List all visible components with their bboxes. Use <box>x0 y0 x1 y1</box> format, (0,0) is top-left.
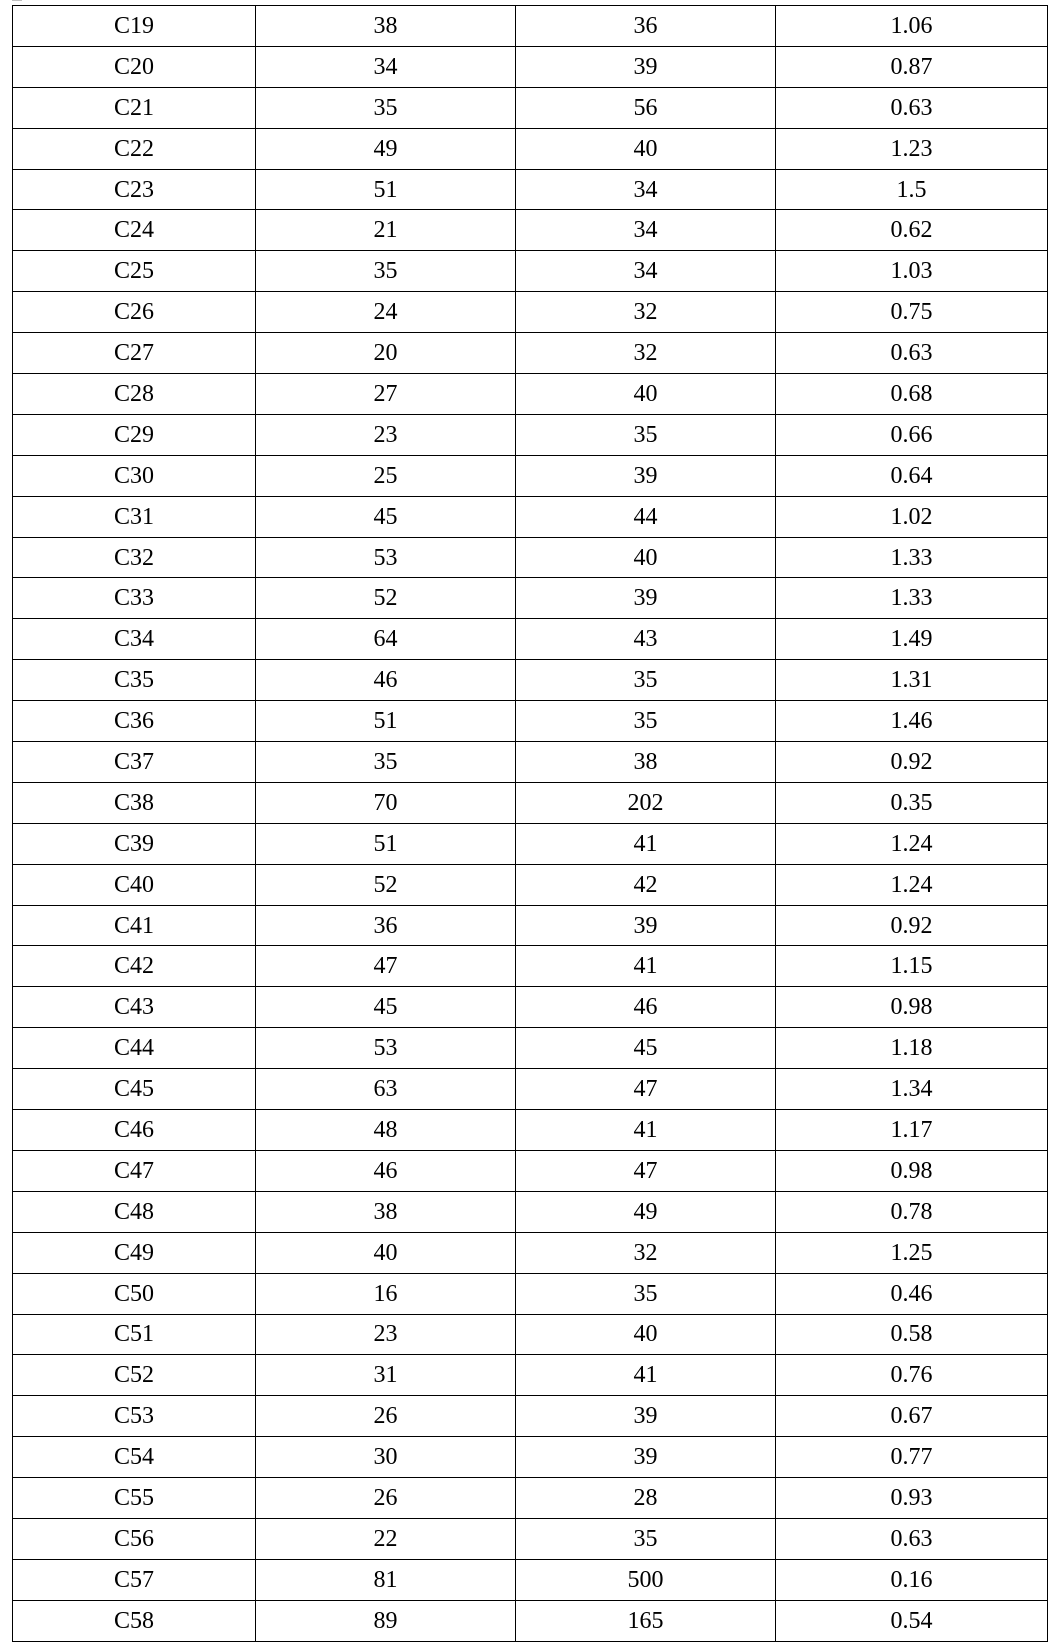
value-b-cell: 43 <box>516 619 776 660</box>
value-a-cell: 35 <box>256 87 516 128</box>
value-a-cell: 53 <box>256 1028 516 1069</box>
row-id-cell: C27 <box>13 333 256 374</box>
table-row <box>13 701 1048 742</box>
ratio-cell: 0.63 <box>776 333 1048 374</box>
value-b-cell: 28 <box>516 1478 776 1519</box>
value-a-cell: 81 <box>256 1559 516 1600</box>
row-id-cell: C39 <box>13 823 256 864</box>
value-a-cell: 70 <box>256 782 516 823</box>
value-a-cell: 64 <box>256 619 516 660</box>
table-row <box>13 1110 1048 1151</box>
value-a-cell: 27 <box>256 374 516 415</box>
row-id-cell: C36 <box>13 701 256 742</box>
table-row <box>13 1396 1048 1437</box>
ratio-cell: 1.15 <box>776 946 1048 987</box>
value-b-cell: 500 <box>516 1559 776 1600</box>
row-id-cell: C52 <box>13 1355 256 1396</box>
ratio-cell: 0.93 <box>776 1478 1048 1519</box>
row-id-cell: C51 <box>13 1314 256 1355</box>
table-row <box>13 1355 1048 1396</box>
value-a-cell: 53 <box>256 537 516 578</box>
row-id-cell: C34 <box>13 619 256 660</box>
value-a-cell: 16 <box>256 1273 516 1314</box>
row-id-cell: C58 <box>13 1600 256 1641</box>
ratio-cell: 0.66 <box>776 414 1048 455</box>
table-row <box>13 210 1048 251</box>
value-a-cell: 38 <box>256 6 516 47</box>
value-b-cell: 49 <box>516 1191 776 1232</box>
table-row <box>13 1559 1048 1600</box>
table-row <box>13 333 1048 374</box>
table-row <box>13 414 1048 455</box>
value-a-cell: 35 <box>256 251 516 292</box>
table-row <box>13 823 1048 864</box>
value-a-cell: 20 <box>256 333 516 374</box>
row-id-cell: C40 <box>13 864 256 905</box>
table-row <box>13 374 1048 415</box>
ratio-cell: 1.33 <box>776 537 1048 578</box>
table-row <box>13 1518 1048 1559</box>
row-id-cell: C29 <box>13 414 256 455</box>
value-a-cell: 47 <box>256 946 516 987</box>
value-b-cell: 46 <box>516 987 776 1028</box>
table-body <box>13 6 1048 1642</box>
ratio-cell: 1.17 <box>776 1110 1048 1151</box>
value-a-cell: 34 <box>256 46 516 87</box>
row-id-cell: C46 <box>13 1110 256 1151</box>
row-id-cell: C43 <box>13 987 256 1028</box>
table-row <box>13 46 1048 87</box>
row-id-cell: C53 <box>13 1396 256 1437</box>
value-a-cell: 89 <box>256 1600 516 1641</box>
value-b-cell: 44 <box>516 496 776 537</box>
ratio-cell: 0.98 <box>776 987 1048 1028</box>
value-a-cell: 26 <box>256 1396 516 1437</box>
table-row <box>13 619 1048 660</box>
value-b-cell: 34 <box>516 169 776 210</box>
row-id-cell: C42 <box>13 946 256 987</box>
row-id-cell: C54 <box>13 1437 256 1478</box>
ratio-cell: 1.31 <box>776 660 1048 701</box>
ratio-cell: 1.34 <box>776 1069 1048 1110</box>
value-a-cell: 36 <box>256 905 516 946</box>
value-b-cell: 34 <box>516 210 776 251</box>
value-b-cell: 39 <box>516 578 776 619</box>
ratio-cell: 1.46 <box>776 701 1048 742</box>
value-b-cell: 39 <box>516 455 776 496</box>
row-id-cell: C25 <box>13 251 256 292</box>
table-row <box>13 455 1048 496</box>
row-id-cell: C33 <box>13 578 256 619</box>
ratio-cell: 0.98 <box>776 1150 1048 1191</box>
row-id-cell: C21 <box>13 87 256 128</box>
table-row <box>13 1232 1048 1273</box>
value-b-cell: 165 <box>516 1600 776 1641</box>
table-row <box>13 1191 1048 1232</box>
table-row <box>13 87 1048 128</box>
ratio-cell: 0.75 <box>776 292 1048 333</box>
ratio-cell: 1.18 <box>776 1028 1048 1069</box>
ratio-cell: 0.92 <box>776 742 1048 783</box>
row-id-cell: C28 <box>13 374 256 415</box>
ratio-cell: 0.67 <box>776 1396 1048 1437</box>
row-id-cell: C23 <box>13 169 256 210</box>
value-a-cell: 24 <box>256 292 516 333</box>
row-id-cell: C31 <box>13 496 256 537</box>
value-a-cell: 45 <box>256 496 516 537</box>
ratio-cell: 0.16 <box>776 1559 1048 1600</box>
ratio-cell: 1.24 <box>776 823 1048 864</box>
value-a-cell: 40 <box>256 1232 516 1273</box>
ratio-cell: 1.23 <box>776 128 1048 169</box>
table-row <box>13 864 1048 905</box>
value-a-cell: 63 <box>256 1069 516 1110</box>
table-row <box>13 128 1048 169</box>
ratio-cell: 1.06 <box>776 6 1048 47</box>
value-b-cell: 202 <box>516 782 776 823</box>
value-b-cell: 47 <box>516 1150 776 1191</box>
value-b-cell: 39 <box>516 905 776 946</box>
value-b-cell: 47 <box>516 1069 776 1110</box>
row-id-cell: C50 <box>13 1273 256 1314</box>
row-id-cell: C24 <box>13 210 256 251</box>
table-row <box>13 742 1048 783</box>
table-row <box>13 1028 1048 1069</box>
ratio-cell: 0.76 <box>776 1355 1048 1396</box>
value-b-cell: 38 <box>516 742 776 783</box>
row-id-cell: C45 <box>13 1069 256 1110</box>
value-a-cell: 51 <box>256 823 516 864</box>
row-id-cell: C56 <box>13 1518 256 1559</box>
ratio-cell: 0.35 <box>776 782 1048 823</box>
value-a-cell: 23 <box>256 1314 516 1355</box>
value-a-cell: 45 <box>256 987 516 1028</box>
row-id-cell: C30 <box>13 455 256 496</box>
value-b-cell: 40 <box>516 1314 776 1355</box>
value-b-cell: 39 <box>516 46 776 87</box>
value-b-cell: 40 <box>516 537 776 578</box>
value-b-cell: 40 <box>516 128 776 169</box>
row-id-cell: C26 <box>13 292 256 333</box>
value-a-cell: 51 <box>256 169 516 210</box>
table-row <box>13 1478 1048 1519</box>
value-b-cell: 41 <box>516 823 776 864</box>
row-id-cell: C55 <box>13 1478 256 1519</box>
ratio-cell: 0.77 <box>776 1437 1048 1478</box>
ratio-cell: 0.58 <box>776 1314 1048 1355</box>
row-id-cell: C48 <box>13 1191 256 1232</box>
value-b-cell: 41 <box>516 946 776 987</box>
value-a-cell: 22 <box>256 1518 516 1559</box>
ratio-cell: 0.64 <box>776 455 1048 496</box>
value-a-cell: 23 <box>256 414 516 455</box>
ratio-cell: 0.62 <box>776 210 1048 251</box>
table-row <box>13 946 1048 987</box>
ratio-cell: 1.33 <box>776 578 1048 619</box>
ratio-cell: 0.46 <box>776 1273 1048 1314</box>
table-row <box>13 1437 1048 1478</box>
row-id-cell: C44 <box>13 1028 256 1069</box>
table-row <box>13 6 1048 47</box>
value-a-cell: 30 <box>256 1437 516 1478</box>
ratio-cell: 0.68 <box>776 374 1048 415</box>
table-row <box>13 292 1048 333</box>
value-b-cell: 32 <box>516 333 776 374</box>
value-a-cell: 49 <box>256 128 516 169</box>
ratio-cell: 1.5 <box>776 169 1048 210</box>
ratio-cell: 1.49 <box>776 619 1048 660</box>
table-row <box>13 1273 1048 1314</box>
row-id-cell: C47 <box>13 1150 256 1191</box>
value-a-cell: 46 <box>256 660 516 701</box>
ratio-cell: 0.63 <box>776 1518 1048 1559</box>
value-b-cell: 32 <box>516 1232 776 1273</box>
value-b-cell: 35 <box>516 660 776 701</box>
value-a-cell: 48 <box>256 1110 516 1151</box>
value-b-cell: 41 <box>516 1110 776 1151</box>
value-b-cell: 35 <box>516 414 776 455</box>
value-a-cell: 35 <box>256 742 516 783</box>
row-id-cell: C41 <box>13 905 256 946</box>
value-a-cell: 38 <box>256 1191 516 1232</box>
value-b-cell: 40 <box>516 374 776 415</box>
data-table <box>12 5 1048 1642</box>
row-id-cell: C35 <box>13 660 256 701</box>
table-row <box>13 537 1048 578</box>
ratio-cell: 0.92 <box>776 905 1048 946</box>
ratio-cell: 1.02 <box>776 496 1048 537</box>
value-a-cell: 21 <box>256 210 516 251</box>
table-row <box>13 578 1048 619</box>
ratio-cell: 0.54 <box>776 1600 1048 1641</box>
ratio-cell: 0.63 <box>776 87 1048 128</box>
value-a-cell: 52 <box>256 864 516 905</box>
corner-mark <box>12 0 22 1</box>
ratio-cell: 1.03 <box>776 251 1048 292</box>
value-b-cell: 35 <box>516 1518 776 1559</box>
row-id-cell: C22 <box>13 128 256 169</box>
row-id-cell: C19 <box>13 6 256 47</box>
value-b-cell: 35 <box>516 701 776 742</box>
value-a-cell: 46 <box>256 1150 516 1191</box>
value-b-cell: 36 <box>516 6 776 47</box>
row-id-cell: C38 <box>13 782 256 823</box>
row-id-cell: C20 <box>13 46 256 87</box>
row-id-cell: C32 <box>13 537 256 578</box>
value-b-cell: 34 <box>516 251 776 292</box>
value-b-cell: 39 <box>516 1437 776 1478</box>
value-a-cell: 51 <box>256 701 516 742</box>
table-row <box>13 1314 1048 1355</box>
table-row <box>13 251 1048 292</box>
value-a-cell: 52 <box>256 578 516 619</box>
value-a-cell: 26 <box>256 1478 516 1519</box>
value-b-cell: 42 <box>516 864 776 905</box>
table-row <box>13 987 1048 1028</box>
row-id-cell: C57 <box>13 1559 256 1600</box>
ratio-cell: 1.24 <box>776 864 1048 905</box>
value-a-cell: 31 <box>256 1355 516 1396</box>
table-row <box>13 169 1048 210</box>
ratio-cell: 0.87 <box>776 46 1048 87</box>
table-row <box>13 1150 1048 1191</box>
ratio-cell: 0.78 <box>776 1191 1048 1232</box>
value-b-cell: 39 <box>516 1396 776 1437</box>
value-b-cell: 35 <box>516 1273 776 1314</box>
row-id-cell: C37 <box>13 742 256 783</box>
value-b-cell: 32 <box>516 292 776 333</box>
row-id-cell: C49 <box>13 1232 256 1273</box>
table-row <box>13 496 1048 537</box>
table-row <box>13 1069 1048 1110</box>
value-b-cell: 45 <box>516 1028 776 1069</box>
table-row <box>13 782 1048 823</box>
value-b-cell: 56 <box>516 87 776 128</box>
table-row <box>13 905 1048 946</box>
value-b-cell: 41 <box>516 1355 776 1396</box>
table-row <box>13 660 1048 701</box>
ratio-cell: 1.25 <box>776 1232 1048 1273</box>
value-a-cell: 25 <box>256 455 516 496</box>
